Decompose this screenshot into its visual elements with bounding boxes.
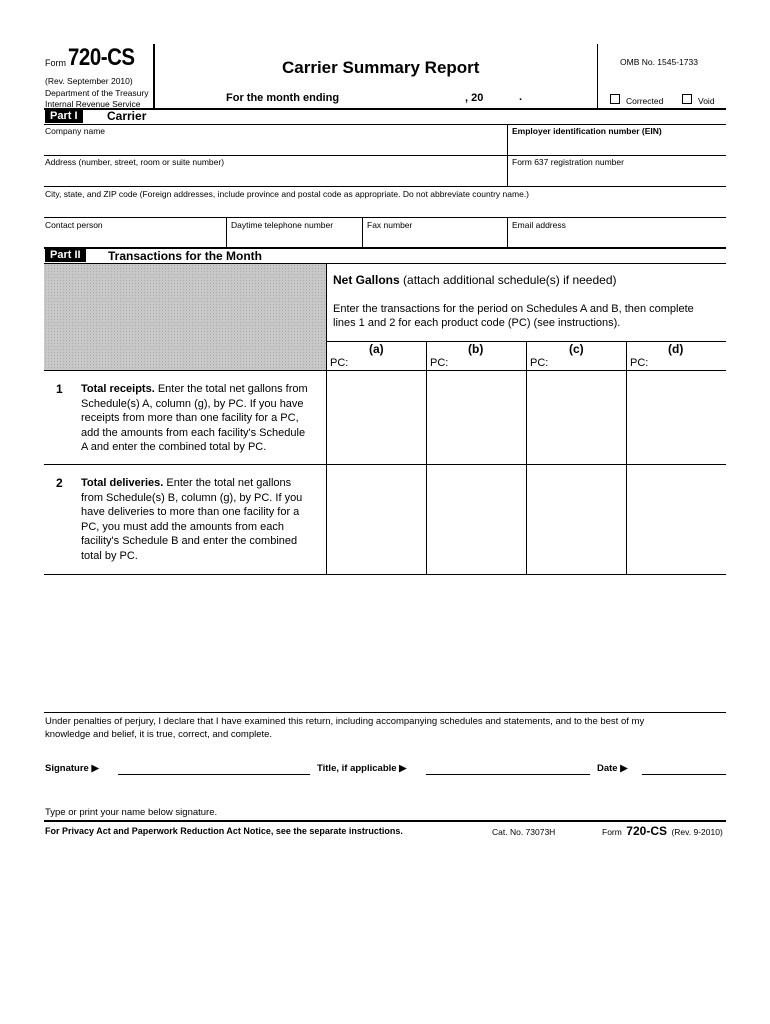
row-rule xyxy=(44,155,726,156)
privacy-notice: For Privacy Act and Paperwork Reduction Act Notice, see the separate instructions. xyxy=(45,826,403,836)
part1-badge: Part I xyxy=(45,109,83,123)
divider xyxy=(507,155,508,186)
footer-form-word: Form xyxy=(602,827,622,837)
header-divider-left xyxy=(153,44,155,108)
footer-form-rev: (Rev. 9-2010) xyxy=(671,827,723,837)
corrected-label: Corrected xyxy=(626,96,664,106)
city-state-zip-label: City, state, and ZIP code (Foreign addresses, include province and postal code as appropriate. Do not abbreviate country name.) xyxy=(45,189,529,199)
line1-text-1: Enter the total net gallons from xyxy=(157,383,308,395)
print-name-instruction: Type or print your name below signature. xyxy=(45,807,218,818)
divider xyxy=(226,217,227,247)
column-divider-d xyxy=(626,341,627,574)
corrected-checkbox[interactable] xyxy=(610,94,620,104)
company-name-label: Company name xyxy=(45,126,106,136)
address-label: Address (number, street, room or suite number) xyxy=(45,157,225,167)
column-header-a: (a) xyxy=(369,342,384,356)
form637-label: Form 637 registration number xyxy=(512,157,624,167)
pc-input-d[interactable] xyxy=(650,356,726,369)
column-header-d: (d) xyxy=(668,342,684,356)
contact-person-input[interactable] xyxy=(45,232,227,245)
line2-text-2: from Schedule(s) B, column (g), by PC. If you xyxy=(81,491,303,504)
month-ending-input[interactable] xyxy=(348,91,460,104)
net-gallons-bold: Net Gallons xyxy=(333,273,400,287)
net-gallons-heading xyxy=(333,273,617,287)
title-label: Title, if applicable ▶ xyxy=(317,763,407,774)
column-divider-b xyxy=(426,341,427,574)
page-title: Carrier Summary Report xyxy=(282,58,480,77)
pc-label-a: PC: xyxy=(330,357,349,369)
line1-bold: Total receipts. xyxy=(81,383,155,395)
period-dot: . xyxy=(519,91,523,103)
line1-top-rule xyxy=(44,370,726,371)
header-divider-right xyxy=(597,44,598,108)
line1-text-5: A and enter the combined total by PC. xyxy=(81,441,267,454)
phone-label: Daytime telephone number xyxy=(231,220,334,230)
signature-input[interactable] xyxy=(118,760,310,775)
pc-label-b: PC: xyxy=(430,357,449,369)
pc-input-b[interactable] xyxy=(450,356,526,369)
form-number: 720-CS xyxy=(68,44,135,71)
fax-input[interactable] xyxy=(367,232,507,245)
line2-bold: Total deliveries. xyxy=(81,477,164,489)
signature-label: Signature ▶ xyxy=(45,763,99,774)
row-rule xyxy=(44,186,726,187)
shaded-area xyxy=(44,264,326,370)
line2-description xyxy=(81,476,326,564)
line1-text-3: receipts from more than one facility for a PC, xyxy=(81,412,299,425)
line1-number: 1 xyxy=(56,382,63,396)
part2-bottom-rule xyxy=(44,574,726,575)
line2-top-rule xyxy=(44,464,726,465)
part2-title: Transactions for the Month xyxy=(108,249,263,263)
part2-badge: Part II xyxy=(45,248,86,262)
column-divider-c xyxy=(526,341,527,574)
line2-input-a[interactable] xyxy=(330,552,426,570)
net-gallons-note: (attach additional schedule(s) if needed) xyxy=(403,273,617,287)
ein-label: Employer identification number (EIN) xyxy=(512,126,662,136)
title-input[interactable] xyxy=(426,760,590,775)
line1-input-c[interactable] xyxy=(530,443,626,461)
divider xyxy=(507,217,508,247)
irs-label: Internal Revenue Service xyxy=(45,99,141,109)
signature-top-rule xyxy=(44,712,726,713)
department: Department of the Treasury xyxy=(45,88,149,98)
month-ending-label: For the month ending xyxy=(226,92,340,104)
line2-input-b[interactable] xyxy=(430,552,526,570)
company-name-input[interactable] xyxy=(45,138,507,153)
email-label: Email address xyxy=(512,220,566,230)
year-input[interactable] xyxy=(490,91,522,104)
row-rule xyxy=(44,217,726,218)
label-column-divider xyxy=(326,263,327,574)
line2-input-c[interactable] xyxy=(530,552,626,570)
address-input[interactable] xyxy=(45,169,507,184)
perjury-line-1: Under penalties of perjury, I declare that I have examined this return, including accompanying schedules and statements, and to the best of my xyxy=(45,716,645,727)
form-word: Form xyxy=(45,58,66,68)
form637-input[interactable] xyxy=(512,169,726,184)
column-header-c: (c) xyxy=(569,342,584,356)
line1-text-4: add the amounts from each facility's Schedule xyxy=(81,426,306,439)
line2-text-6: total by PC. xyxy=(81,549,138,562)
form-revision: (Rev. September 2010) xyxy=(45,76,133,86)
footer-form-id xyxy=(602,822,723,840)
line1-input-b[interactable] xyxy=(430,443,526,461)
pc-input-a[interactable] xyxy=(350,356,426,369)
column-header-b: (b) xyxy=(468,342,484,356)
city-state-zip-input[interactable] xyxy=(45,201,727,215)
line1-input-d[interactable] xyxy=(630,443,726,461)
line2-number: 2 xyxy=(56,476,63,490)
line2-text-3: have deliveries to more than one facility for a xyxy=(81,506,300,519)
year-prefix: , 20 xyxy=(465,92,484,104)
instruction-line-2: lines 1 and 2 for each product code (PC) (see instructions). xyxy=(333,317,621,329)
instruction-line-1: Enter the transactions for the period on Schedules A and B, then complete xyxy=(333,303,694,315)
omb-number: OMB No. 1545-1733 xyxy=(620,57,698,67)
divider xyxy=(362,217,363,247)
date-input[interactable] xyxy=(642,760,726,775)
ein-input[interactable] xyxy=(512,138,726,153)
void-checkbox[interactable] xyxy=(682,94,692,104)
divider xyxy=(507,124,508,155)
email-input[interactable] xyxy=(512,232,726,245)
phone-input[interactable] xyxy=(231,232,363,245)
line1-text-2: Schedule(s) A, column (g), by PC. If you have xyxy=(81,397,304,410)
line1-input-a[interactable] xyxy=(330,443,426,461)
part1-title: Carrier xyxy=(107,109,147,123)
pc-label-c: PC: xyxy=(530,357,549,369)
line1-text-row xyxy=(81,382,326,397)
line1-description xyxy=(81,382,326,455)
catalog-number: Cat. No. 73073H xyxy=(492,827,556,837)
date-label: Date ▶ xyxy=(597,763,628,774)
printed-name-input[interactable] xyxy=(45,796,449,806)
line2-text-1: Enter the total net gallons xyxy=(166,477,292,489)
pc-input-c[interactable] xyxy=(550,356,626,369)
line2-text-row xyxy=(81,476,326,491)
line2-text-5: facility's Schedule B and enter the combined xyxy=(81,535,298,548)
footer-form-number: 720-CS xyxy=(626,824,667,838)
fax-label: Fax number xyxy=(367,220,413,230)
pc-label-d: PC: xyxy=(630,357,649,369)
line2-text-4: PC, you must add the amounts from each xyxy=(81,520,284,533)
perjury-line-2: knowledge and belief, it is true, correct, and complete. xyxy=(45,729,273,740)
line2-input-d[interactable] xyxy=(630,552,726,570)
part1-title-rule xyxy=(44,124,726,125)
contact-person-label: Contact person xyxy=(45,220,103,230)
void-label: Void xyxy=(698,96,715,106)
